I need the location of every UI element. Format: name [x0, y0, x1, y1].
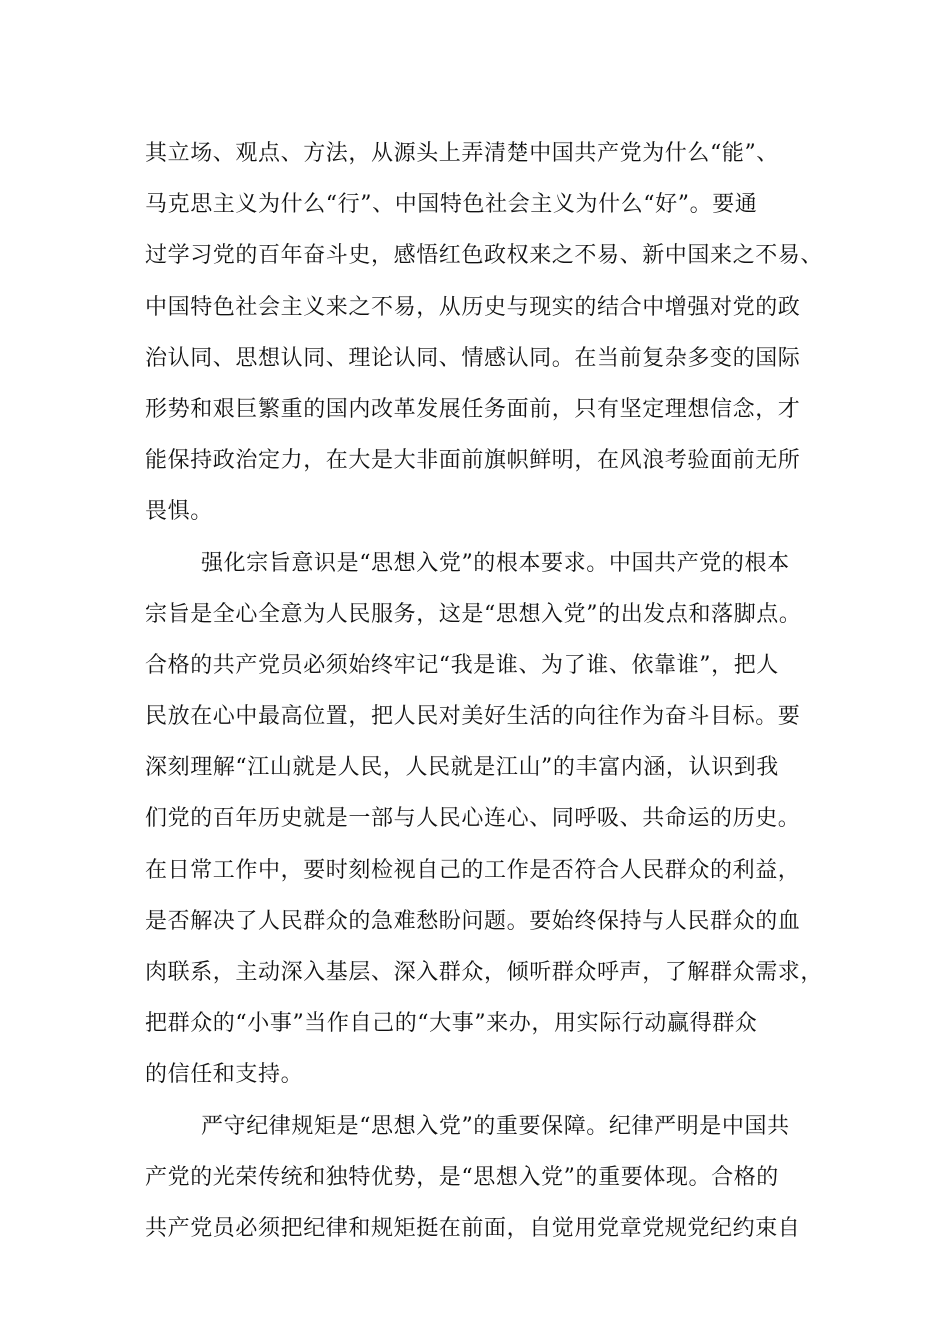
text-line: 马克思主义为什么“行”、中国特色社会主义为什么“好”。要通: [145, 192, 758, 218]
text-line: 过学习党的百年奋斗史，感悟红色政权来之不易、新中国来之不易、: [145, 243, 824, 269]
text-line: 肉联系，主动深入基层、深入群众，倾听群众呼声，了解群众需求，: [145, 960, 824, 985]
text-line: 合格的共产党员必须始终牢记“我是谁、为了谁、依靠谁”，把人: [145, 652, 779, 678]
text-line: 中国特色社会主义来之不易，从历史与现实的结合中增强对党的政: [145, 294, 801, 320]
paragraph-first-line: 强化宗旨意识是“思想入党”的根本要求。中国共产党的根本: [201, 550, 790, 576]
text-line: 民放在心中最高位置，把人民对美好生活的向往作为奋斗目标。要: [145, 704, 801, 730]
text-line: 们党的百年历史就是一部与人民心连心、同呼吸、共命运的历史。: [145, 806, 801, 832]
text-line: 产党的光荣传统和独特优势，是“思想入党”的重要体现。合格的: [145, 1164, 779, 1190]
text-line: 能保持政治定力，在大是大非面前旗帜鲜明，在风浪考验面前无所: [145, 448, 801, 474]
text-line: 是否解决了人民群众的急难愁盼问题。要始终保持与人民群众的血: [145, 908, 801, 934]
text-line: 宗旨是全心全意为人民服务，这是“思想入党”的出发点和落脚点。: [145, 601, 802, 627]
body-text: [145, 128, 825, 1254]
text-line: 治认同、思想认同、理论认同、情感认同。在当前复杂多变的国际: [145, 345, 801, 371]
text-line: 共产党员必须把纪律和规矩挺在前面，自觉用党章党规党纪约束自: [145, 1215, 801, 1241]
text-line: 的信任和支持。: [145, 1062, 304, 1088]
text-line: 其立场、观点、方法，从源头上弄清楚中国共产党为什么“能”、: [145, 141, 779, 166]
text-line: 形势和艰巨繁重的国内改革发展任务面前，只有坚定理想信念，才: [145, 396, 801, 422]
text-line: 把群众的“小事”当作自己的“大事”来办，用实际行动赢得群众: [145, 1011, 758, 1037]
text-line: 畏惧。: [145, 499, 213, 525]
text-line: 在日常工作中，要时刻检视自己的工作是否符合人民群众的利益，: [145, 857, 801, 883]
paragraph-first-line: 严守纪律规矩是“思想入党”的重要保障。纪律严明是中国共: [201, 1113, 790, 1139]
text-line: 深刻理解“江山就是人民，人民就是江山”的丰富内涵，认识到我: [145, 755, 779, 781]
